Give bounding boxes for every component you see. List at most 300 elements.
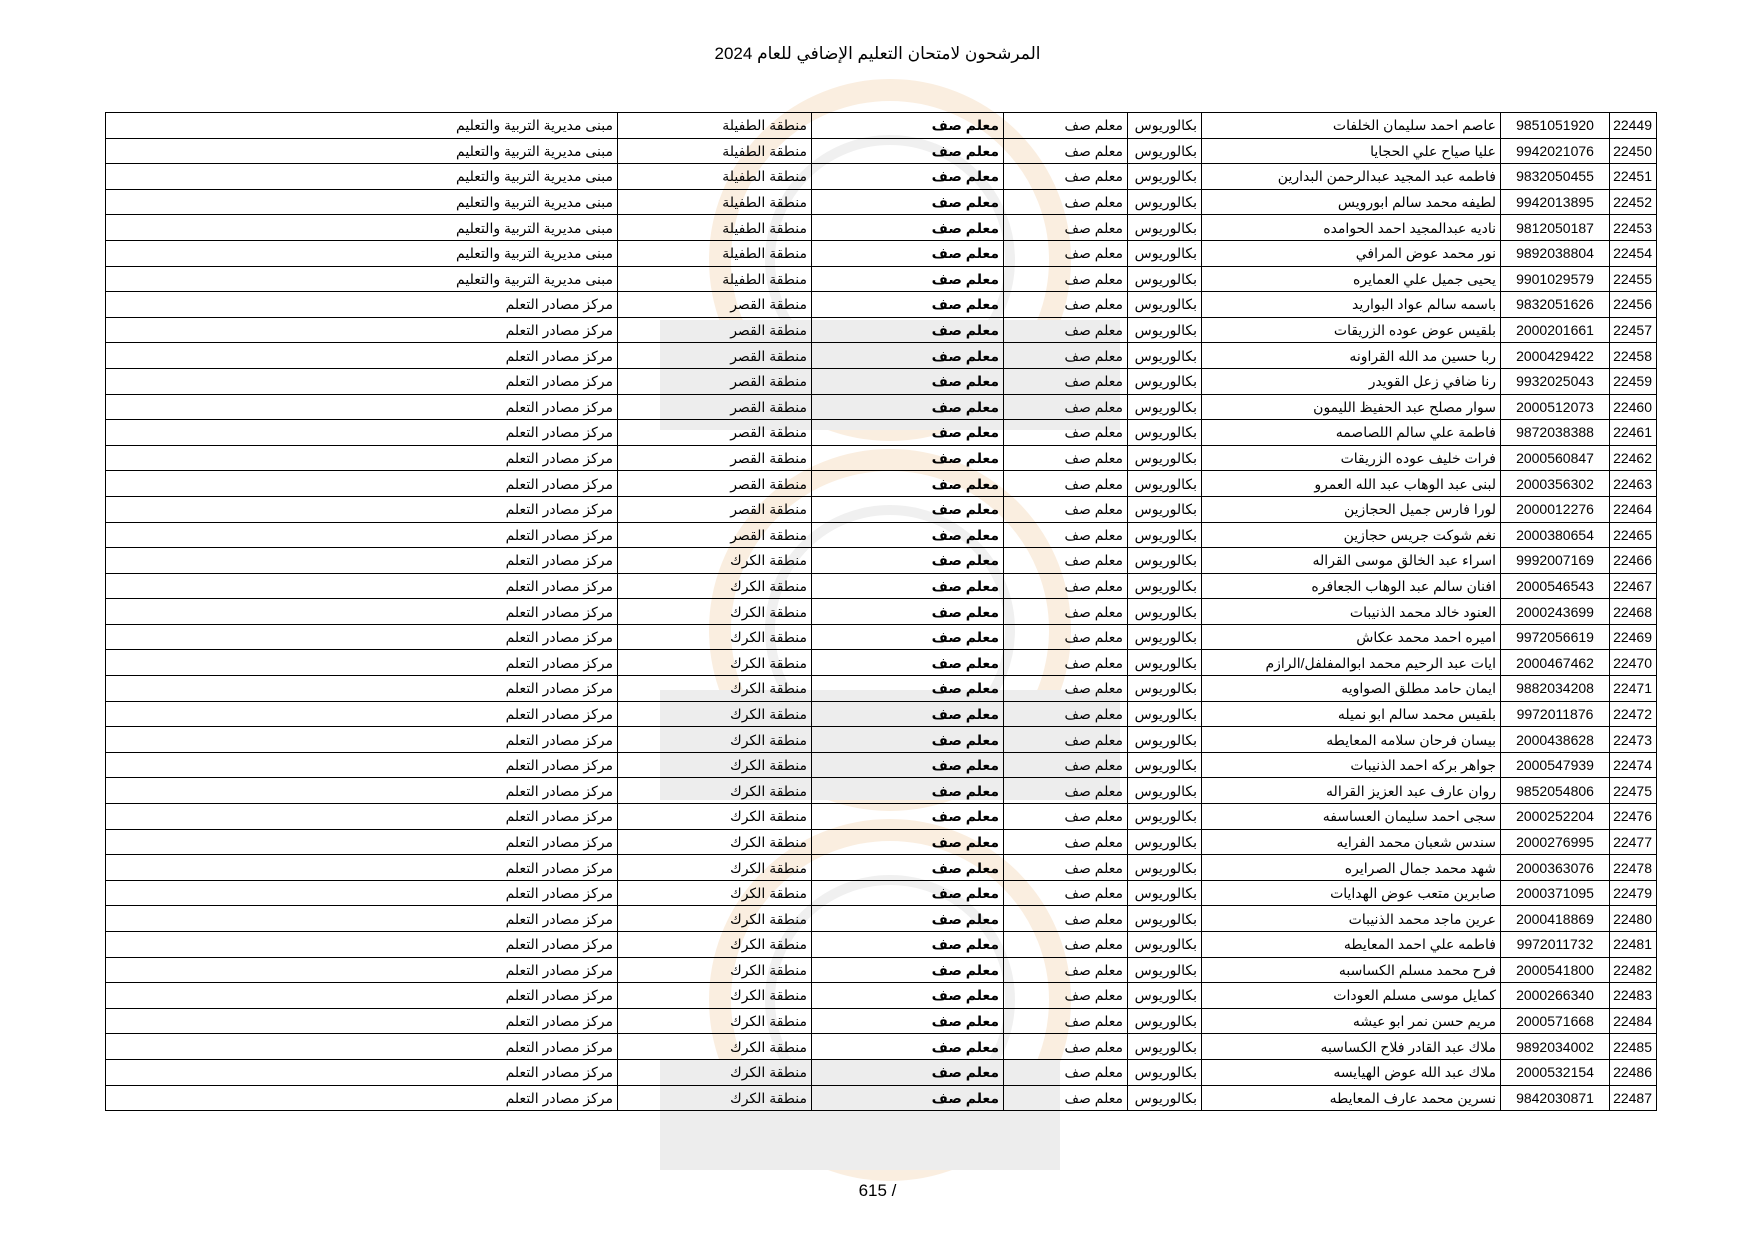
exam-center-cell: مركز مصادر التعلم (106, 676, 618, 702)
name-cell: يحيى جميل علي العمايره (1202, 266, 1501, 292)
directorate-cell: منطقة الكرك (618, 701, 812, 727)
degree-cell: بكالوريوس (1128, 292, 1202, 318)
national-id-cell: 2000356302 (1501, 471, 1610, 497)
name-cell: ايات عبد الرحيم محمد ابوالمفلفل/الرازم (1202, 650, 1501, 676)
degree-cell: بكالوريوس (1128, 701, 1202, 727)
exam-center-cell: مركز مصادر التعلم (106, 394, 618, 420)
national-id-cell: 9942021076 (1501, 138, 1610, 164)
directorate-cell: منطقة الكرك (618, 932, 812, 958)
table-row (106, 906, 1657, 932)
national-id-cell: 2000546543 (1501, 573, 1610, 599)
directorate-cell: منطقة الكرك (618, 573, 812, 599)
exam-center-cell: مركز مصادر التعلم (106, 778, 618, 804)
national-id-cell: 9901029579 (1501, 266, 1610, 292)
directorate-cell: منطقة الكرك (618, 624, 812, 650)
degree-cell: بكالوريوس (1128, 880, 1202, 906)
directorate-cell: منطقة الكرك (618, 906, 812, 932)
national-id-cell: 9892034002 (1501, 1034, 1610, 1060)
specialization-cell: معلم صف (1004, 317, 1128, 343)
table-row (106, 1034, 1657, 1060)
specialization-cell: معلم صف (1004, 983, 1128, 1009)
seq-cell: 22473 (1610, 727, 1657, 753)
table-row (106, 829, 1657, 855)
degree-cell: بكالوريوس (1128, 650, 1202, 676)
directorate-cell: منطقة القصر (618, 445, 812, 471)
national-id-cell: 2000467462 (1501, 650, 1610, 676)
specialization-cell: معلم صف (1004, 496, 1128, 522)
job-cell: معلم صف (812, 496, 1004, 522)
job-cell: معلم صف (812, 113, 1004, 139)
directorate-cell: منطقة الكرك (618, 1059, 812, 1085)
seq-cell: 22476 (1610, 804, 1657, 830)
table-row (106, 752, 1657, 778)
seq-cell: 22479 (1610, 880, 1657, 906)
table-row (106, 189, 1657, 215)
directorate-cell: منطقة الكرك (618, 778, 812, 804)
degree-cell: بكالوريوس (1128, 573, 1202, 599)
directorate-cell: منطقة الكرك (618, 599, 812, 625)
directorate-cell: منطقة الطفيلة (618, 113, 812, 139)
specialization-cell: معلم صف (1004, 650, 1128, 676)
national-id-cell: 2000243699 (1501, 599, 1610, 625)
degree-cell: بكالوريوس (1128, 829, 1202, 855)
national-id-cell: 9972056619 (1501, 624, 1610, 650)
name-cell: سجى احمد سليمان العساسفه (1202, 804, 1501, 830)
table-row (106, 240, 1657, 266)
directorate-cell: منطقة الطفيلة (618, 266, 812, 292)
specialization-cell: معلم صف (1004, 573, 1128, 599)
seq-cell: 22477 (1610, 829, 1657, 855)
job-cell: معلم صف (812, 932, 1004, 958)
name-cell: نغم شوكت جريس حجازين (1202, 522, 1501, 548)
name-cell: فرات خليف عوده الزريقات (1202, 445, 1501, 471)
specialization-cell: معلم صف (1004, 471, 1128, 497)
name-cell: فاطمه عبد المجيد عبدالرحمن البدارين (1202, 164, 1501, 190)
table-row (106, 496, 1657, 522)
name-cell: لبنى عبد الوهاب عبد الله العمرو (1202, 471, 1501, 497)
job-cell: معلم صف (812, 624, 1004, 650)
job-cell: معلم صف (812, 983, 1004, 1009)
name-cell: شهد محمد جمال الصرايره (1202, 855, 1501, 881)
specialization-cell: معلم صف (1004, 855, 1128, 881)
exam-center-cell: مركز مصادر التعلم (106, 420, 618, 446)
national-id-cell: 2000547939 (1501, 752, 1610, 778)
name-cell: فاطمه علي احمد المعايطه (1202, 932, 1501, 958)
page-number: 615 / (858, 1181, 897, 1200)
table-row (106, 778, 1657, 804)
specialization-cell: معلم صف (1004, 1034, 1128, 1060)
directorate-cell: منطقة الكرك (618, 752, 812, 778)
table-row (106, 471, 1657, 497)
national-id-cell: 2000429422 (1501, 343, 1610, 369)
national-id-cell: 9932025043 (1501, 368, 1610, 394)
exam-center-cell: مركز مصادر التعلم (106, 522, 618, 548)
degree-cell: بكالوريوس (1128, 676, 1202, 702)
exam-center-cell: مركز مصادر التعلم (106, 471, 618, 497)
specialization-cell: معلم صف (1004, 804, 1128, 830)
national-id-cell: 9851051920 (1501, 113, 1610, 139)
directorate-cell: منطقة القصر (618, 420, 812, 446)
national-id-cell: 9942013895 (1501, 189, 1610, 215)
degree-cell: بكالوريوس (1128, 445, 1202, 471)
name-cell: مريم حسن نمر ابو عيشه (1202, 1008, 1501, 1034)
job-cell: معلم صف (812, 752, 1004, 778)
directorate-cell: منطقة القصر (618, 522, 812, 548)
name-cell: لطيفه محمد سالم ابورويس (1202, 189, 1501, 215)
seq-cell: 22455 (1610, 266, 1657, 292)
national-id-cell: 2000512073 (1501, 394, 1610, 420)
job-cell: معلم صف (812, 701, 1004, 727)
job-cell: معلم صف (812, 420, 1004, 446)
table-row (106, 932, 1657, 958)
directorate-cell: منطقة الكرك (618, 1085, 812, 1111)
table-row (106, 138, 1657, 164)
specialization-cell: معلم صف (1004, 1059, 1128, 1085)
name-cell: عاصم احمد سليمان الخلفات (1202, 113, 1501, 139)
exam-center-cell: مركز مصادر التعلم (106, 1034, 618, 1060)
table-row (106, 215, 1657, 241)
job-cell: معلم صف (812, 317, 1004, 343)
job-cell: معلم صف (812, 1059, 1004, 1085)
national-id-cell: 2000276995 (1501, 829, 1610, 855)
seq-cell: 22452 (1610, 189, 1657, 215)
degree-cell: بكالوريوس (1128, 420, 1202, 446)
seq-cell: 22464 (1610, 496, 1657, 522)
name-cell: ملاك عبد القادر فلاح الكساسبه (1202, 1034, 1501, 1060)
national-id-cell: 2000371095 (1501, 880, 1610, 906)
seq-cell: 22463 (1610, 471, 1657, 497)
name-cell: كمايل موسى مسلم العودات (1202, 983, 1501, 1009)
degree-cell: بكالوريوس (1128, 957, 1202, 983)
name-cell: بلقيس محمد سالم ابو نميله (1202, 701, 1501, 727)
job-cell: معلم صف (812, 343, 1004, 369)
specialization-cell: معلم صف (1004, 701, 1128, 727)
seq-cell: 22459 (1610, 368, 1657, 394)
directorate-cell: منطقة القصر (618, 394, 812, 420)
seq-cell: 22486 (1610, 1059, 1657, 1085)
exam-center-cell: مبنى مديرية التربية والتعليم (106, 138, 618, 164)
specialization-cell: معلم صف (1004, 240, 1128, 266)
job-cell: معلم صف (812, 394, 1004, 420)
job-cell: معلم صف (812, 829, 1004, 855)
seq-cell: 22482 (1610, 957, 1657, 983)
directorate-cell: منطقة الطفيلة (618, 215, 812, 241)
directorate-cell: منطقة الطفيلة (618, 138, 812, 164)
job-cell: معلم صف (812, 727, 1004, 753)
table-row (106, 727, 1657, 753)
table-row (106, 292, 1657, 318)
exam-center-cell: مركز مصادر التعلم (106, 906, 618, 932)
exam-center-cell: مركز مصادر التعلم (106, 1085, 618, 1111)
national-id-cell: 2000560847 (1501, 445, 1610, 471)
name-cell: فاطمة علي سالم اللصاصمه (1202, 420, 1501, 446)
exam-center-cell: مركز مصادر التعلم (106, 701, 618, 727)
degree-cell: بكالوريوس (1128, 394, 1202, 420)
seq-cell: 22457 (1610, 317, 1657, 343)
national-id-cell: 2000532154 (1501, 1059, 1610, 1085)
name-cell: اميره احمد محمد عكاش (1202, 624, 1501, 650)
directorate-cell: منطقة الكرك (618, 1034, 812, 1060)
seq-cell: 22475 (1610, 778, 1657, 804)
name-cell: باسمه سالم عواد البواريد (1202, 292, 1501, 318)
job-cell: معلم صف (812, 548, 1004, 574)
seq-cell: 22468 (1610, 599, 1657, 625)
exam-center-cell: مركز مصادر التعلم (106, 548, 618, 574)
name-cell: جواهر بركه احمد الذنيبات (1202, 752, 1501, 778)
degree-cell: بكالوريوس (1128, 164, 1202, 190)
degree-cell: بكالوريوس (1128, 548, 1202, 574)
specialization-cell: معلم صف (1004, 676, 1128, 702)
specialization-cell: معلم صف (1004, 932, 1128, 958)
seq-cell: 22485 (1610, 1034, 1657, 1060)
degree-cell: بكالوريوس (1128, 266, 1202, 292)
degree-cell: بكالوريوس (1128, 778, 1202, 804)
degree-cell: بكالوريوس (1128, 1085, 1202, 1111)
specialization-cell: معلم صف (1004, 599, 1128, 625)
job-cell: معلم صف (812, 1008, 1004, 1034)
seq-cell: 22467 (1610, 573, 1657, 599)
table-row (106, 368, 1657, 394)
exam-center-cell: مبنى مديرية التربية والتعليم (106, 164, 618, 190)
job-cell: معلم صف (812, 1085, 1004, 1111)
seq-cell: 22460 (1610, 394, 1657, 420)
directorate-cell: منطقة الكرك (618, 1008, 812, 1034)
name-cell: ربا حسين مد الله القراونه (1202, 343, 1501, 369)
directorate-cell: منطقة الكرك (618, 727, 812, 753)
directorate-cell: منطقة القصر (618, 471, 812, 497)
specialization-cell: معلم صف (1004, 906, 1128, 932)
table-row (106, 650, 1657, 676)
name-cell: سندس شعبان محمد الفرايه (1202, 829, 1501, 855)
directorate-cell: منطقة القصر (618, 368, 812, 394)
job-cell: معلم صف (812, 368, 1004, 394)
job-cell: معلم صف (812, 292, 1004, 318)
table-row (106, 983, 1657, 1009)
directorate-cell: منطقة القصر (618, 496, 812, 522)
name-cell: عليا صياح علي الحجايا (1202, 138, 1501, 164)
degree-cell: بكالوريوس (1128, 189, 1202, 215)
seq-cell: 22481 (1610, 932, 1657, 958)
job-cell: معلم صف (812, 522, 1004, 548)
degree-cell: بكالوريوس (1128, 113, 1202, 139)
degree-cell: بكالوريوس (1128, 215, 1202, 241)
table-row (106, 317, 1657, 343)
directorate-cell: منطقة الكرك (618, 829, 812, 855)
exam-center-cell: مركز مصادر التعلم (106, 368, 618, 394)
table-row (106, 624, 1657, 650)
seq-cell: 22458 (1610, 343, 1657, 369)
exam-center-cell: مركز مصادر التعلم (106, 855, 618, 881)
national-id-cell: 2000571668 (1501, 1008, 1610, 1034)
job-cell: معلم صف (812, 650, 1004, 676)
degree-cell: بكالوريوس (1128, 240, 1202, 266)
specialization-cell: معلم صف (1004, 548, 1128, 574)
national-id-cell: 9972011876 (1501, 701, 1610, 727)
seq-cell: 22462 (1610, 445, 1657, 471)
seq-cell: 22461 (1610, 420, 1657, 446)
job-cell: معلم صف (812, 445, 1004, 471)
degree-cell: بكالوريوس (1128, 522, 1202, 548)
specialization-cell: معلم صف (1004, 522, 1128, 548)
table-row (106, 676, 1657, 702)
degree-cell: بكالوريوس (1128, 138, 1202, 164)
specialization-cell: معلم صف (1004, 420, 1128, 446)
seq-cell: 22472 (1610, 701, 1657, 727)
specialization-cell: معلم صف (1004, 1008, 1128, 1034)
page-title: المرشحون لامتحان التعليم الإضافي للعام 2024 (714, 44, 1041, 63)
seq-cell: 22484 (1610, 1008, 1657, 1034)
table-row (106, 1085, 1657, 1111)
job-cell: معلم صف (812, 676, 1004, 702)
job-cell: معلم صف (812, 906, 1004, 932)
national-id-cell: 9832051626 (1501, 292, 1610, 318)
exam-center-cell: مبنى مديرية التربية والتعليم (106, 189, 618, 215)
name-cell: صابرين متعب عوض الهدايات (1202, 880, 1501, 906)
directorate-cell: منطقة الطفيلة (618, 164, 812, 190)
job-cell: معلم صف (812, 573, 1004, 599)
job-cell: معلم صف (812, 138, 1004, 164)
directorate-cell: منطقة الكرك (618, 548, 812, 574)
job-cell: معلم صف (812, 189, 1004, 215)
job-cell: معلم صف (812, 266, 1004, 292)
degree-cell: بكالوريوس (1128, 471, 1202, 497)
specialization-cell: معلم صف (1004, 138, 1128, 164)
specialization-cell: معلم صف (1004, 445, 1128, 471)
specialization-cell: معلم صف (1004, 215, 1128, 241)
national-id-cell: 2000252204 (1501, 804, 1610, 830)
table-row (106, 701, 1657, 727)
job-cell: معلم صف (812, 1034, 1004, 1060)
degree-cell: بكالوريوس (1128, 599, 1202, 625)
national-id-cell: 9852054806 (1501, 778, 1610, 804)
seq-cell: 22469 (1610, 624, 1657, 650)
degree-cell: بكالوريوس (1128, 496, 1202, 522)
job-cell: معلم صف (812, 957, 1004, 983)
table-row (106, 548, 1657, 574)
exam-center-cell: مركز مصادر التعلم (106, 292, 618, 318)
name-cell: رنا ضافي زعل القويدر (1202, 368, 1501, 394)
table-row (106, 113, 1657, 139)
specialization-cell: معلم صف (1004, 343, 1128, 369)
table-row (106, 1008, 1657, 1034)
job-cell: معلم صف (812, 599, 1004, 625)
directorate-cell: منطقة القصر (618, 317, 812, 343)
exam-center-cell: مركز مصادر التعلم (106, 317, 618, 343)
exam-center-cell: مركز مصادر التعلم (106, 752, 618, 778)
candidates-table-body (106, 113, 1657, 1111)
seq-cell: 22451 (1610, 164, 1657, 190)
degree-cell: بكالوريوس (1128, 368, 1202, 394)
degree-cell: بكالوريوس (1128, 343, 1202, 369)
seq-cell: 22450 (1610, 138, 1657, 164)
directorate-cell: منطقة الكرك (618, 804, 812, 830)
national-id-cell: 9832050455 (1501, 164, 1610, 190)
specialization-cell: معلم صف (1004, 752, 1128, 778)
degree-cell: بكالوريوس (1128, 983, 1202, 1009)
specialization-cell: معلم صف (1004, 164, 1128, 190)
seq-cell: 22480 (1610, 906, 1657, 932)
name-cell: اسراء عبد الخالق موسى القراله (1202, 548, 1501, 574)
table-row (106, 573, 1657, 599)
seq-cell: 22449 (1610, 113, 1657, 139)
directorate-cell: منطقة الكرك (618, 855, 812, 881)
specialization-cell: معلم صف (1004, 727, 1128, 753)
exam-center-cell: مركز مصادر التعلم (106, 804, 618, 830)
exam-center-cell: مركز مصادر التعلم (106, 650, 618, 676)
seq-cell: 22466 (1610, 548, 1657, 574)
national-id-cell: 2000266340 (1501, 983, 1610, 1009)
degree-cell: بكالوريوس (1128, 1059, 1202, 1085)
name-cell: ايمان حامد مطلق الصواويه (1202, 676, 1501, 702)
degree-cell: بكالوريوس (1128, 624, 1202, 650)
table-row (106, 880, 1657, 906)
name-cell: نور محمد عوض المرافي (1202, 240, 1501, 266)
degree-cell: بكالوريوس (1128, 932, 1202, 958)
table-row (106, 522, 1657, 548)
name-cell: نسرين محمد عارف المعايطه (1202, 1085, 1501, 1111)
job-cell: معلم صف (812, 804, 1004, 830)
job-cell: معلم صف (812, 880, 1004, 906)
seq-cell: 22474 (1610, 752, 1657, 778)
specialization-cell: معلم صف (1004, 880, 1128, 906)
seq-cell: 22453 (1610, 215, 1657, 241)
specialization-cell: معلم صف (1004, 266, 1128, 292)
exam-center-cell: مركز مصادر التعلم (106, 880, 618, 906)
name-cell: العنود خالد محمد الذنيبات (1202, 599, 1501, 625)
specialization-cell: معلم صف (1004, 394, 1128, 420)
degree-cell: بكالوريوس (1128, 1034, 1202, 1060)
exam-center-cell: مركز مصادر التعلم (106, 829, 618, 855)
table-row (106, 599, 1657, 625)
exam-center-cell: مركز مصادر التعلم (106, 599, 618, 625)
directorate-cell: منطقة القصر (618, 292, 812, 318)
directorate-cell: منطقة الكرك (618, 983, 812, 1009)
candidates-table (105, 112, 1657, 1111)
exam-center-cell: مركز مصادر التعلم (106, 343, 618, 369)
exam-center-cell: مركز مصادر التعلم (106, 1008, 618, 1034)
seq-cell: 22465 (1610, 522, 1657, 548)
national-id-cell: 2000363076 (1501, 855, 1610, 881)
table-row (106, 266, 1657, 292)
seq-cell: 22471 (1610, 676, 1657, 702)
name-cell: فرح محمد مسلم الكساسبه (1202, 957, 1501, 983)
degree-cell: بكالوريوس (1128, 1008, 1202, 1034)
name-cell: بلقيس عوض عوده الزريقات (1202, 317, 1501, 343)
directorate-cell: منطقة الكرك (618, 676, 812, 702)
table-row (106, 445, 1657, 471)
exam-center-cell: مركز مصادر التعلم (106, 445, 618, 471)
specialization-cell: معلم صف (1004, 624, 1128, 650)
exam-center-cell: مركز مصادر التعلم (106, 573, 618, 599)
national-id-cell: 9992007169 (1501, 548, 1610, 574)
name-cell: ملاك عبد الله عوض الهيايسه (1202, 1059, 1501, 1085)
degree-cell: بكالوريوس (1128, 727, 1202, 753)
directorate-cell: منطقة الطفيلة (618, 240, 812, 266)
name-cell: روان عارف عبد العزيز القراله (1202, 778, 1501, 804)
seq-cell: 22470 (1610, 650, 1657, 676)
name-cell: لورا فارس جميل الحجازين (1202, 496, 1501, 522)
exam-center-cell: مبنى مديرية التربية والتعليم (106, 240, 618, 266)
national-id-cell: 2000438628 (1501, 727, 1610, 753)
name-cell: سوار مصلح عبد الحفيظ الليمون (1202, 394, 1501, 420)
degree-cell: بكالوريوس (1128, 317, 1202, 343)
table-row (106, 855, 1657, 881)
specialization-cell: معلم صف (1004, 292, 1128, 318)
seq-cell: 22456 (1610, 292, 1657, 318)
seq-cell: 22483 (1610, 983, 1657, 1009)
national-id-cell: 9812050187 (1501, 215, 1610, 241)
table-row (106, 394, 1657, 420)
